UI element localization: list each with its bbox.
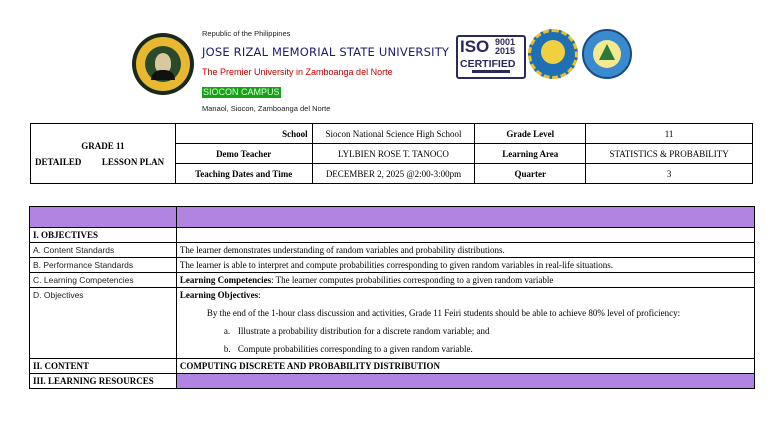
campus-address: Manaol, Siocon, Zamboanga del Norte — [202, 104, 331, 113]
performance-standards-value: The learner is able to interpret and compute probabilities corresponding to given random variables in real-life situations. — [176, 258, 754, 273]
content-value: COMPUTING DISCRETE AND PROBABILITY DISTRIBUTION — [176, 359, 754, 374]
competencies-text: : The learner computes probabilities corresponding to a given random variable — [271, 275, 554, 285]
grade-label: GRADE 11 — [81, 140, 125, 151]
table-row — [30, 258, 755, 273]
campus-label: SIOCON CAMPUS — [203, 87, 280, 97]
content-heading: II. CONTENT — [30, 359, 177, 374]
dates-value: DECEMBER 2, 2025 @2:00-3:00pm — [312, 164, 475, 184]
content-standards-label: A. Content Standards — [30, 243, 177, 258]
teacher-value: LYLBIEN ROSE T. TANOCO — [312, 144, 475, 164]
republic-text: Republic of the Philippines — [202, 29, 291, 38]
objectives-prefix: Learning Objectives — [179, 290, 259, 300]
grade-cell — [31, 124, 176, 184]
lesson-plan-label: LESSON PLAN — [101, 156, 165, 167]
iso-year: 9001 2015 — [495, 37, 516, 56]
dates-label: Teaching Dates and Time — [175, 164, 312, 184]
school-label: School — [175, 124, 312, 144]
content-standards-value: The learner demonstrates understanding of random variables and probability distributions. — [176, 243, 754, 258]
lesson-info-table — [30, 123, 753, 184]
university-tagline: The Premier University in Zamboanga del Norte — [202, 67, 393, 77]
iso-label: ISO — [460, 37, 490, 56]
table-row — [30, 374, 755, 389]
quarter-label: Quarter — [475, 164, 586, 184]
objectives-heading: I. OBJECTIVES — [30, 228, 177, 243]
list-item: a. Illustrate a probability distribution for a discrete random variable; and — [223, 326, 490, 336]
header-row — [30, 207, 755, 228]
teacher-label: Demo Teacher — [175, 144, 312, 164]
learning-area-value: STATISTICS & PROBABILITY — [586, 144, 753, 164]
table-row — [30, 359, 755, 374]
resources-heading: III. LEARNING RESOURCES — [30, 374, 177, 389]
learning-area-label: Learning Area — [475, 144, 586, 164]
university-name: JOSE RIZAL MEMORIAL STATE UNIVERSITY — [202, 45, 450, 59]
jrmsu-seal-icon — [132, 33, 194, 95]
objectives-label: D. Objectives — [30, 288, 177, 359]
iso-9001-2015-certified-icon — [456, 35, 526, 79]
objectives-intro: By the end of the 1-hour class discussion and activities, Grade 11 Feiri students should be able to achieve 80% level of proficiency: — [206, 308, 681, 318]
competencies-cell — [176, 273, 754, 288]
college-education-seal-icon — [582, 29, 632, 79]
grade-level-label: Grade Level — [475, 124, 586, 144]
detailed-label: DETAILED — [35, 156, 82, 167]
table-row — [30, 243, 755, 258]
competencies-label: C. Learning Competencies — [30, 273, 177, 288]
list-item: b. Compute probabilities corresponding to a given random variable. — [223, 344, 473, 354]
aaccup-gear-icon — [528, 29, 578, 79]
table-row — [30, 288, 755, 359]
competencies-prefix: Learning Competencies — [179, 275, 272, 285]
performance-standards-label: B. Performance Standards — [30, 258, 177, 273]
school-value: Siocon National Science High School — [312, 124, 475, 144]
table-row — [30, 228, 755, 243]
iso-certified: CERTIFIED — [460, 58, 516, 70]
objectives-cell: Learning Objectives: By the end of the 1-hour class discussion and activities, Grade 11 Feiri students should be able to achieve 80% level of proficiency: a. Illustrate a probability distribution for a discrete random variable; and b. Compute probabilities corresponding to a given random variable. — [176, 288, 754, 359]
table-row — [30, 273, 755, 288]
lesson-plan-table — [29, 206, 755, 389]
quarter-value: 3 — [586, 164, 753, 184]
grade-level-value: 11 — [586, 124, 753, 144]
